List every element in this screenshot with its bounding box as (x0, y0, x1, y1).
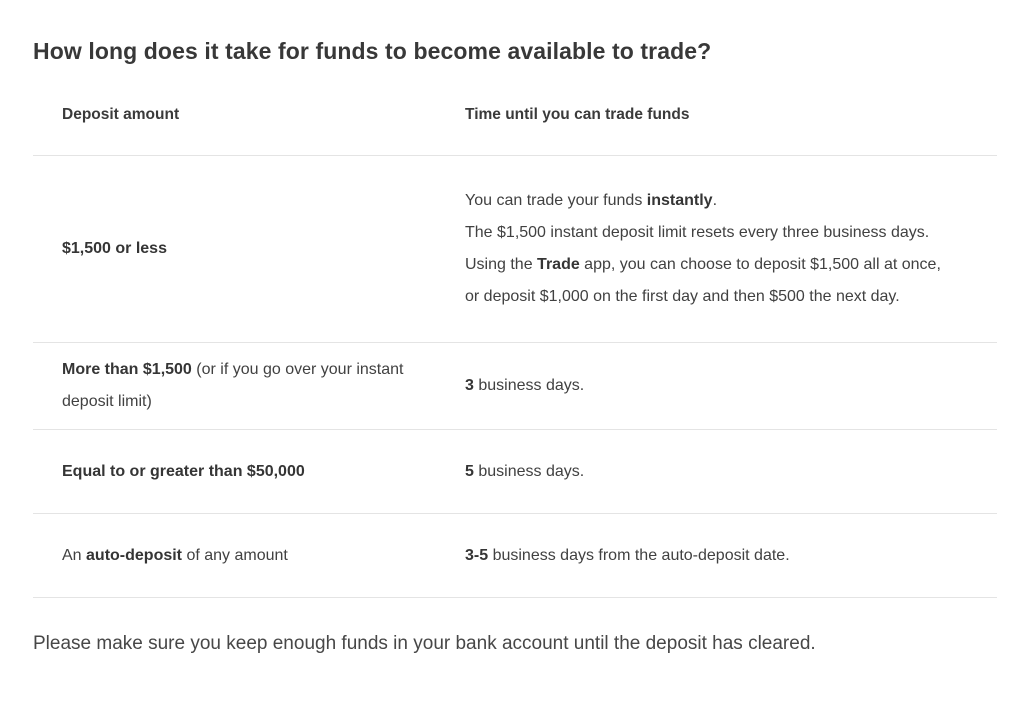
deposit-amount-cell (33, 354, 465, 418)
bold-text-segment: $1,500 or less (62, 240, 167, 257)
trade-time-cell (465, 185, 997, 313)
text-segment: of any amount (182, 546, 288, 564)
column-header-trade-time: Time until you can trade funds (465, 106, 690, 123)
trade-time-paragraph (465, 540, 955, 572)
footer-note: Please make sure you keep enough funds in your bank account until the deposit has cleared. (33, 633, 816, 654)
bold-text-segment: instantly (646, 192, 713, 209)
deposit-amount-cell (33, 456, 465, 488)
trade-time-cell (465, 370, 997, 402)
table-body (33, 156, 997, 598)
deposit-amount-text (62, 540, 407, 572)
text-segment: . (712, 192, 718, 209)
text-segment: An (62, 546, 87, 564)
trade-time-paragraph (465, 217, 955, 249)
deposit-amount-cell (33, 233, 465, 265)
trade-time-cell (465, 456, 997, 488)
table-row (33, 430, 997, 514)
bold-text-segment: 3-5 (465, 546, 489, 564)
trade-time-paragraph (465, 456, 955, 488)
page-title: How long does it take for funds to become available to trade? (33, 38, 712, 64)
text-segment: business days. (473, 377, 585, 394)
bold-text-segment: 3 (465, 377, 474, 394)
trade-time-paragraph (465, 249, 955, 313)
table-row (33, 343, 997, 430)
text-segment: Using the (465, 256, 538, 273)
column-header-deposit-amount: Deposit amount (62, 106, 180, 123)
bold-text-segment: More than $1,500 (62, 361, 192, 378)
trade-time-paragraph (465, 185, 955, 217)
bold-text-segment: auto-deposit (86, 546, 183, 564)
text-segment: The $1,500 instant deposit limit resets every three business days. (465, 224, 930, 241)
deposit-amount-cell (33, 540, 465, 572)
bold-text-segment: Trade (537, 256, 580, 273)
table-row (33, 514, 997, 598)
table-header-row (33, 66, 997, 156)
table-row (33, 156, 997, 343)
bold-text-segment: Equal to or greater than $50,000 (62, 462, 305, 480)
deposit-amount-text (62, 233, 407, 265)
text-segment: app, you can choose to deposit $1,500 all at once, or deposit $1,000 on the first day and then $500 the next day. (465, 256, 941, 305)
bold-text-segment: 5 (465, 462, 474, 480)
deposit-times-table (33, 66, 997, 598)
text-segment: business days from the auto-deposit date. (488, 546, 790, 564)
trade-time-paragraph (465, 370, 955, 402)
deposit-amount-text (62, 456, 407, 488)
trade-time-cell (465, 540, 997, 572)
text-segment: business days. (473, 462, 585, 480)
text-segment: (or if you go over your instant deposit limit) (62, 361, 404, 410)
deposit-amount-text (62, 354, 407, 418)
page (0, 36, 1024, 708)
text-segment: You can trade your funds (465, 192, 647, 209)
